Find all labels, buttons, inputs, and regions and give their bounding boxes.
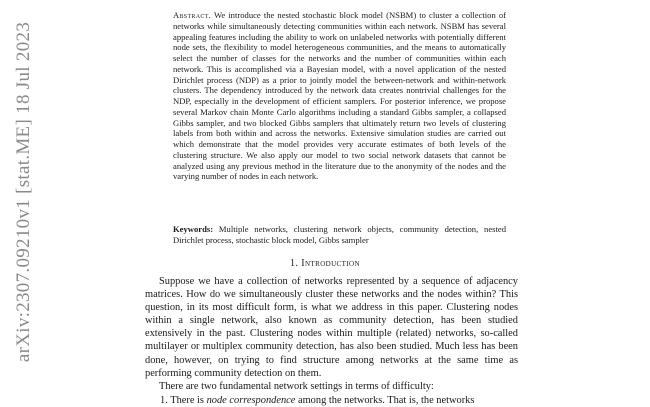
arxiv-identifier: arXiv:2307.09210v1 [stat.ME] 18 Jul 2023 — [13, 21, 34, 363]
abstract-heading: Abstract. — [173, 10, 212, 20]
keywords-block — [173, 224, 506, 246]
keywords-label: Keywords: — [173, 224, 214, 234]
abstract-text: We introduce the nested stochastic block model (NSBM) to cluster a collection of networks while simultaneously detecting communities within each network. NSBM has several appealing features including the ability to work on unlabeled networks with potentially different node sets, the flexibility to model heterogeneous communities, and the means to automatically select the number of classes for the networks and the number of communities within each network. This is accomplished via a Bayesian model, with a novel application of the nested Dirichlet process (NDP) as a prior to jointly model the between-network and within-network clusters. The dependency introduced by the network data creates nontrivial challenges for the NDP, especially in the development of efficient samplers. For posterior inference, we propose several Markov chain Monte Carlo algorithms including a standard Gibbs sampler, a collapsed Gibbs sampler, and two blocked Gibbs samplers that ultimately return two levels of clustering labels from both within and across the networks. Extensive simulation studies are carried out which demonstrate that the model provides very accurate estimates of both levels of the clustering structure. We also apply our model to two social network datasets that cannot be analyzed using any previous method in the literature due to the anonymity of the nodes and the varying number of nodes in each network. — [173, 10, 506, 182]
list-item — [160, 394, 518, 407]
list-prefix: There is — [170, 395, 204, 406]
intro-paragraph-1: Suppose we have a collection of networks represented by a sequence of adjacency matrices. How do we simultaneously cluster these networks and the nodes within? This question, in its most difficult form, is what we address in this paper. Clustering nodes within a single network, also known as community detection, has been studied extensively in the past. Clustering nodes within multiple (related) networks, so-called multilayer or multiplex community detection, has also been studied. Much less has been done, however, on trying to find structure among networks at the same time as performing community detection on them. — [145, 276, 518, 379]
section-heading — [0, 258, 650, 269]
list-suffix: among the networks. That is, the networks — [297, 395, 475, 406]
section-title: Introduction — [301, 258, 360, 269]
abstract-block — [173, 10, 506, 182]
arxiv-stamp — [0, 0, 48, 400]
section-number: 1. — [290, 258, 299, 269]
keywords-text: Multiple networks, clustering network objects, community detection, nested Dirichlet process, stochastic block model, Gibbs sampler — [173, 224, 506, 245]
list-number: 1. — [160, 395, 168, 406]
intro-paragraph-2: There are two fundamental network settings in terms of difficulty: — [159, 381, 434, 392]
list-emphasis: node correspondence — [206, 395, 296, 406]
